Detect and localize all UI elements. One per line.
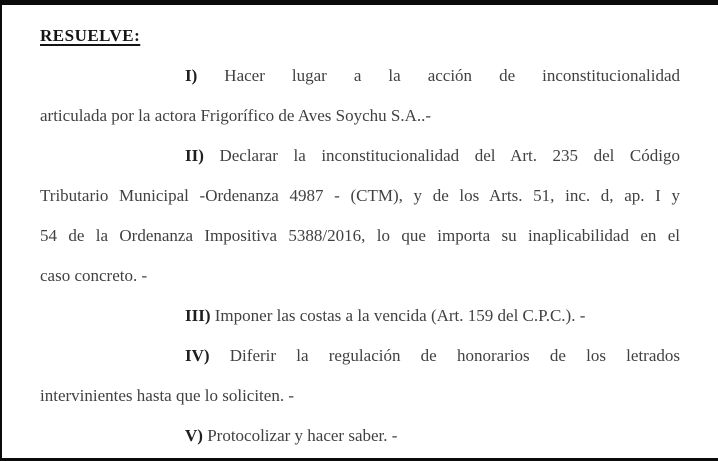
item-II-line-4: caso concreto. -	[40, 266, 148, 285]
item-II-numeral: II)	[185, 146, 204, 165]
item-II-text-1: Declarar la inconstitucionalidad del Art. 235 del Código	[203, 146, 680, 165]
item-I-line-1	[40, 56, 680, 96]
item-IV-line-2: intervinientes hasta que lo soliciten. -	[40, 386, 294, 405]
item-I-text-1: Hacer lugar a la acción de inconstitucionalidad	[197, 66, 680, 85]
resolution-heading	[40, 16, 680, 56]
item-IV-line-1	[40, 336, 680, 376]
resolution-heading-text: RESUELVE:	[40, 26, 141, 45]
item-II-line-3: 54 de la Ordenanza Impositiva 5388/2016, lo que importa su inaplicabilidad en el	[40, 226, 680, 245]
item-III-text-1: Imponer las costas a la vencida (Art. 159 del C.P.C.). -	[210, 306, 586, 325]
item-II-line-1	[40, 136, 680, 176]
item-I-numeral: I)	[185, 66, 198, 85]
item-III-line-1	[40, 296, 680, 336]
item-I-line-2: articulada por la actora Frigorífico de Aves Soychu S.A..-	[40, 106, 432, 125]
item-II-line-2: Tributario Municipal -Ordenanza 4987 - (CTM), y de los Arts. 51, inc. d, ap. I y	[40, 186, 680, 205]
item-V-line-1	[40, 416, 680, 456]
item-IV-text-1: Diferir la regulación de honorarios de los letrados	[209, 346, 680, 365]
item-V-text-1: Protocolizar y hacer saber. -	[202, 426, 398, 445]
item-V-numeral: V)	[185, 426, 203, 445]
resolution-body	[2, 5, 718, 458]
item-III-numeral: III)	[185, 306, 211, 325]
item-IV-numeral: IV)	[185, 346, 210, 365]
